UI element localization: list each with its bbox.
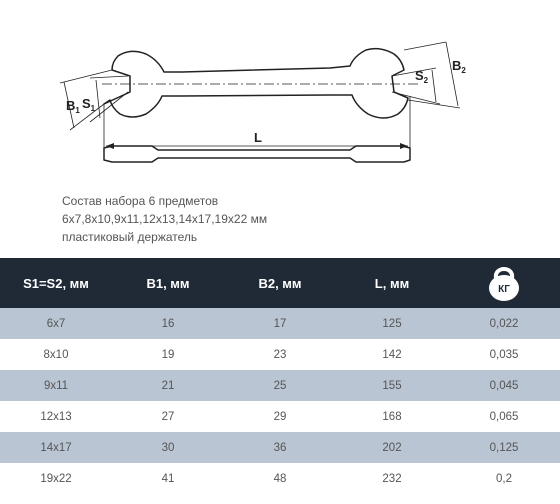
header-l: L, мм [336,258,448,308]
table-header-row [0,258,560,308]
cell-weight: 0,2 [448,463,560,494]
cell-weight: 0,125 [448,432,560,463]
cell-b1: 30 [112,432,224,463]
set-description-line-3: пластиковый держатель [62,230,198,244]
cell-b2: 48 [224,463,336,494]
cell-b2: 25 [224,370,336,401]
table-row [0,432,560,463]
cell-l: 202 [336,432,448,463]
table-row [0,339,560,370]
cell-b2: 36 [224,432,336,463]
cell-b1: 41 [112,463,224,494]
kettlebell-icon [484,264,524,302]
cell-l: 232 [336,463,448,494]
cell-size: 6x7 [0,308,112,339]
cell-b2: 23 [224,339,336,370]
kettlebell-icon-label: КГ [498,284,510,295]
spec-table [0,258,560,494]
wrench-dimension-drawing [0,0,560,190]
cell-size: 19x22 [0,463,112,494]
cell-size: 14x17 [0,432,112,463]
cell-b1: 21 [112,370,224,401]
cell-b2: 29 [224,401,336,432]
header-s1-s2: S1=S2, мм [0,258,112,308]
s2-label: $S_2$ [415,68,429,85]
cell-b1: 27 [112,401,224,432]
table-row [0,463,560,494]
cell-size: 8x10 [0,339,112,370]
cell-l: 168 [336,401,448,432]
cell-size: 9x11 [0,370,112,401]
cell-weight: 0,045 [448,370,560,401]
table-row [0,401,560,432]
table-row [0,308,560,339]
set-description-line-2: 6х7,8х10,9х11,12х13,14х17,19х22 мм [62,212,268,226]
cell-l: 155 [336,370,448,401]
set-description-line-1: Состав набора 6 предметов [62,194,219,208]
cell-b1: 16 [112,308,224,339]
cell-weight: 0,022 [448,308,560,339]
header-b2: B2, мм [224,258,336,308]
cell-b1: 19 [112,339,224,370]
table-row [0,370,560,401]
cell-weight: 0,065 [448,401,560,432]
cell-l: 142 [336,339,448,370]
cell-l: 125 [336,308,448,339]
cell-b2: 17 [224,308,336,339]
cell-size: 12x13 [0,401,112,432]
header-b1: B1, мм [112,258,224,308]
wrench-outline [104,49,408,118]
cell-weight: 0,035 [448,339,560,370]
wrench-side-profile [104,146,410,162]
l-label: L [254,130,262,145]
s1-label: $S_1$ [82,96,96,113]
header-weight [448,258,560,308]
b2-label: $B_2$ [452,58,466,75]
b1-label: $B_1$ [66,98,80,115]
